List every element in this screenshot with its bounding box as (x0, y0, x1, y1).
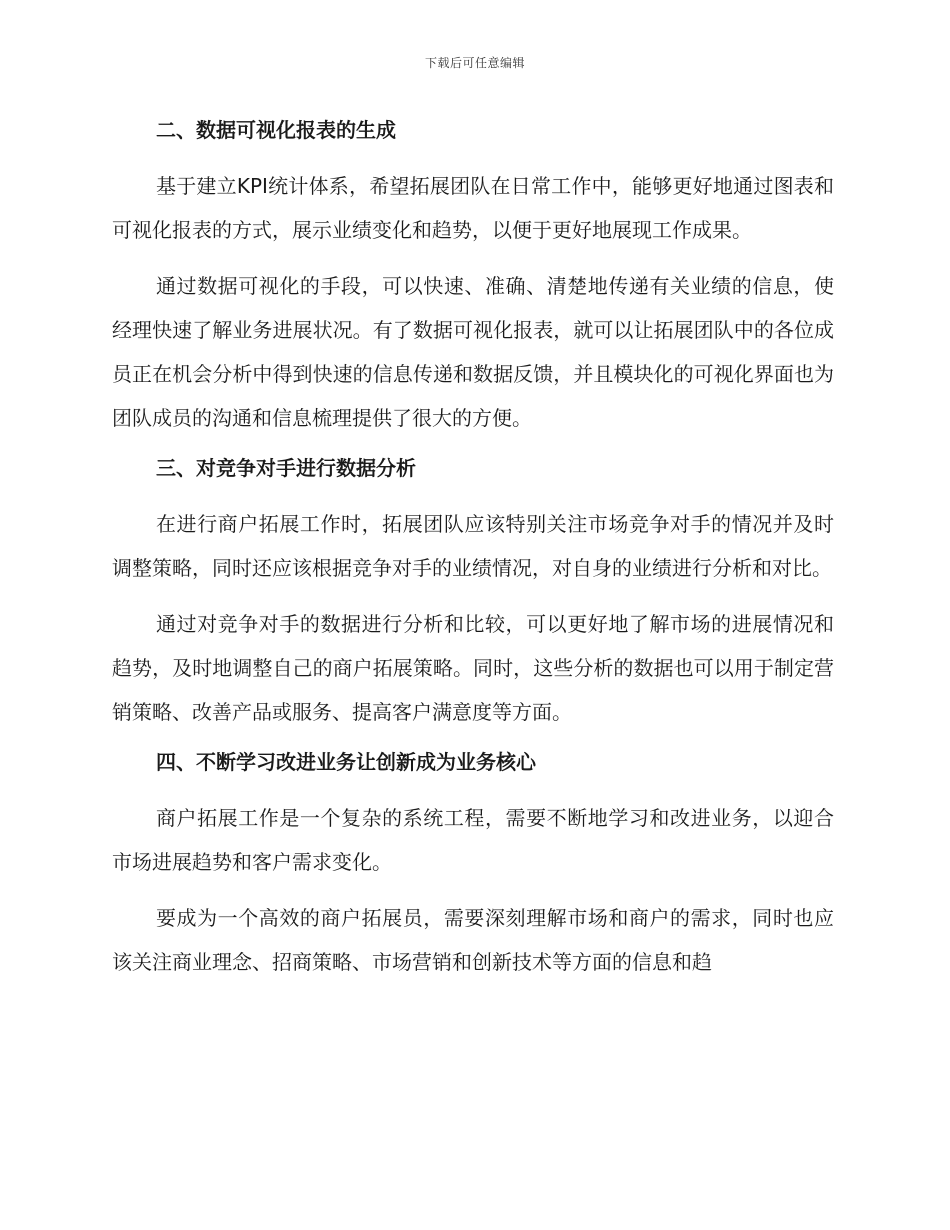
paragraph: 要成为一个高效的商户拓展员，需要深刻理解市场和商户的需求，同时也应该关注商业理念、招商策略、市场营销和创新技术等方面的信息和趋 (112, 906, 834, 974)
paragraph: 通过对竞争对手的数据进行分析和比较，可以更好地了解市场的进展情况和趋势，及时地调整自己的商户拓展策略。同时，这些分析的数据也可以用于制定营销策略、改善产品或服务、提高客户满意度等方面。 (112, 612, 834, 724)
section-continuous-learning (112, 740, 834, 984)
paragraph: 在进行商户拓展工作时，拓展团队应该特别关注市场竞争对手的情况并及时调整策略，同时还应该根据竞争对手的业绩情况，对自身的业绩进行分析和对比。 (112, 512, 834, 580)
section-visualization-reports (112, 108, 834, 440)
paragraph: 基于建立KPI统计体系，希望拓展团队在日常工作中，能够更好地通过图表和可视化报表的方式，展示业绩变化和趋势，以便于更好地展现工作成果。 (112, 174, 834, 242)
paragraph: 商户拓展工作是一个复杂的系统工程，需要不断地学习和改进业务，以迎合市场进展趋势和客户需求变化。 (112, 806, 834, 874)
section-heading: 四、不断学习改进业务让创新成为业务核心 (156, 750, 536, 774)
section-competitor-analysis (112, 446, 834, 734)
section-heading: 三、对竞争对手进行数据分析 (156, 456, 416, 480)
paragraph: 通过数据可视化的手段，可以快速、准确、清楚地传递有关业绩的信息，使经理快速了解业务进展状况。有了数据可视化报表，就可以让拓展团队中的各位成员正在机会分析中得到快速的信息传递和数据反馈，并且模块化的可视化界面也为团队成员的沟通和信息梳理提供了很大的方便。 (112, 274, 834, 430)
document-body (112, 108, 834, 984)
header-note: 下载后可任意编辑 (424, 56, 525, 70)
section-heading: 二、数据可视化报表的生成 (156, 118, 396, 142)
